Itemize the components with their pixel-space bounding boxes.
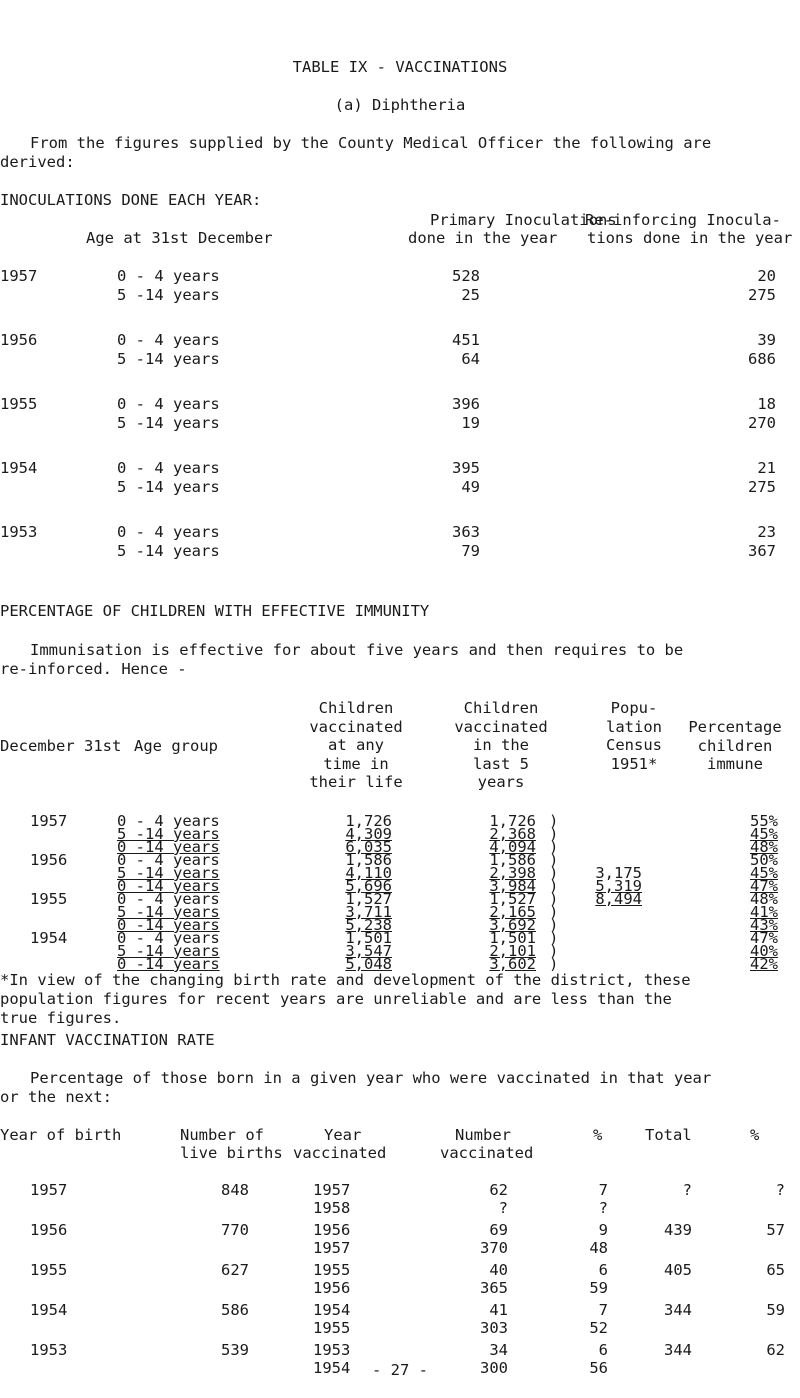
number-vaccinated: 69 — [489, 1221, 508, 1239]
age-group: 0 - 4 years — [117, 395, 220, 413]
header-h-c1: at any — [328, 736, 384, 754]
header-h-c3: Census — [606, 736, 662, 754]
age-group: 5 -14 years — [117, 864, 220, 882]
percent-immune: 55% — [750, 812, 778, 830]
percent-immune: 45% — [750, 825, 778, 843]
number-vaccinated: 62 — [489, 1181, 508, 1199]
percent-immune: 47% — [750, 877, 778, 895]
page-number: - 27 - — [372, 1361, 428, 1379]
census-population: 8,494 — [595, 890, 642, 908]
age-group: 5 -14 years — [117, 286, 220, 304]
number-vaccinated: 303 — [480, 1319, 508, 1337]
age-group: 0 - 4 years — [117, 459, 220, 477]
vaccinated-any-time: 3,547 — [345, 942, 392, 960]
col-reinforcing-header-1: Re-inforcing Inocula- — [585, 211, 781, 229]
vaccinated-last-5: 2,101 — [489, 942, 536, 960]
header-h-c3: 1951* — [610, 754, 658, 773]
age-group: 0 -14 years — [117, 877, 220, 895]
vaccinated-last-5: 1,501 — [489, 929, 536, 947]
reinforcing-count: 270 — [748, 414, 776, 432]
row-year: 1957 — [30, 812, 68, 830]
col-year-vaccinated-2: vaccinated — [293, 1144, 387, 1162]
col-number-vaccinated-2: vaccinated — [440, 1144, 534, 1162]
percent-immune: 47% — [750, 929, 778, 947]
percent-vaccinated: 48 — [589, 1239, 608, 1257]
age-group: 5 -14 years — [117, 942, 220, 960]
vaccinated-last-5: 3,692 — [489, 916, 536, 934]
section-3-heading: INFANT VACCINATION RATE — [0, 1031, 215, 1049]
row-year: 1954 — [0, 459, 38, 477]
total-vaccinated: 344 — [664, 1301, 692, 1319]
age-group: 0 - 4 years — [117, 267, 220, 285]
table-title: TABLE IX - VACCINATIONS — [292, 58, 508, 76]
row-year: 1956 — [30, 851, 68, 869]
vaccinated-last-5: 2,165 — [489, 903, 536, 921]
row-year: 1955 — [30, 890, 68, 908]
birth-year: 1954 — [30, 1301, 68, 1319]
primary-count: 363 — [452, 523, 480, 541]
vaccinated-any-time: 1,726 — [345, 812, 392, 830]
header-h-c1: time in — [323, 754, 389, 773]
birth-year: 1957 — [30, 1181, 68, 1199]
col-percent: % — [593, 1126, 603, 1144]
age-group: 0 - 4 years — [117, 812, 220, 830]
col-year-vaccinated-1: Year — [324, 1126, 362, 1144]
year-vaccinated: 1953 — [313, 1341, 351, 1359]
col-percent-total: % — [750, 1126, 760, 1144]
number-vaccinated: 41 — [489, 1301, 508, 1319]
vaccinated-any-time: 5,238 — [345, 916, 392, 934]
age-group: 5 -14 years — [117, 903, 220, 921]
row-year: 1957 — [0, 267, 38, 285]
bracket: ) — [549, 903, 559, 921]
percent-vaccinated: 59 — [589, 1279, 608, 1297]
total-percent: 57 — [766, 1221, 785, 1239]
primary-count: 395 — [452, 459, 480, 477]
primary-count: 79 — [461, 542, 480, 560]
header-h-c2: Children — [463, 699, 539, 717]
vaccinated-last-5: 1,726 — [489, 812, 536, 830]
col-total: Total — [645, 1126, 692, 1144]
bracket: ) — [549, 825, 559, 843]
bracket: ) — [549, 838, 559, 856]
percent-vaccinated: 7 — [598, 1181, 608, 1199]
live-births: 586 — [221, 1301, 249, 1319]
footnote-line-2: population figures for recent years are unreliable and are less than the — [0, 990, 672, 1008]
bracket: ) — [549, 890, 559, 908]
age-group: 0 - 4 years — [117, 523, 220, 541]
col-reinforcing-header-2: tions done in the year — [587, 229, 793, 247]
age-group: 5 -14 years — [117, 478, 220, 496]
section-2-para-2: re-inforced. Hence - — [0, 660, 187, 678]
section-3-para-1: Percentage of those born in a given year who were vaccinated in that year — [30, 1069, 712, 1087]
percent-vaccinated: 7 — [598, 1301, 608, 1319]
bracket: ) — [549, 955, 559, 973]
total-percent: 62 — [766, 1341, 785, 1359]
col-live-births-2: live births — [180, 1144, 283, 1162]
percent-immune: 43% — [750, 916, 778, 934]
primary-count: 19 — [461, 414, 480, 432]
bracket: ) — [549, 942, 559, 960]
total-vaccinated: 344 — [664, 1341, 692, 1359]
age-group: 0 - 4 years — [117, 851, 220, 869]
reinforcing-count: 20 — [757, 267, 776, 285]
footnote-line-1: *In view of the changing birth rate and development of the district, these — [0, 971, 691, 989]
header-h-c3: lation — [606, 717, 662, 736]
vaccinated-last-5: 2,368 — [489, 825, 536, 843]
birth-year: 1953 — [30, 1341, 68, 1359]
header-h-c2: vaccinated — [454, 717, 548, 736]
year-vaccinated: 1956 — [313, 1279, 351, 1297]
age-group: 0 - 4 years — [117, 331, 220, 349]
total-percent: ? — [775, 1181, 785, 1199]
header-h-c4: Percentage — [688, 718, 782, 736]
percent-vaccinated: ? — [598, 1199, 608, 1217]
percent-vaccinated: 6 — [598, 1261, 608, 1279]
number-vaccinated: ? — [498, 1199, 508, 1217]
reinforcing-count: 367 — [748, 542, 776, 560]
col-primary-header-1: Primary Inoculations — [430, 211, 617, 229]
percent-immune: 48% — [750, 890, 778, 908]
percent-immune: 41% — [750, 903, 778, 921]
birth-year: 1956 — [30, 1221, 68, 1239]
section-1-heading: INOCULATIONS DONE EACH YEAR: — [0, 191, 262, 209]
year-vaccinated: 1957 — [313, 1181, 351, 1199]
year-vaccinated: 1958 — [313, 1199, 351, 1217]
year-vaccinated: 1957 — [313, 1239, 351, 1257]
primary-count: 25 — [461, 286, 480, 304]
vaccinated-last-5: 1,586 — [489, 851, 536, 869]
header-h-c1: their life — [309, 773, 403, 791]
number-vaccinated: 40 — [489, 1261, 508, 1279]
header-h-c1: Children — [318, 699, 394, 717]
col-year-of-birth: Year of birth — [0, 1126, 122, 1144]
vaccinated-any-time: 5,696 — [345, 877, 392, 895]
reinforcing-count: 18 — [757, 395, 776, 413]
section-3-para-2: or the next: — [0, 1088, 112, 1106]
reinforcing-count: 275 — [748, 286, 776, 304]
header-h-c2: in the — [473, 736, 529, 754]
reinforcing-count: 686 — [748, 350, 776, 368]
row-year: 1955 — [0, 395, 38, 413]
year-vaccinated: 1956 — [313, 1221, 351, 1239]
bracket: ) — [549, 929, 559, 947]
number-vaccinated: 365 — [480, 1279, 508, 1297]
age-group: 0 - 4 years — [117, 890, 220, 908]
header-december-31st: December 31st — [0, 737, 122, 755]
reinforcing-count: 275 — [748, 478, 776, 496]
percent-immune: 45% — [750, 864, 778, 882]
vaccinated-any-time: 1,501 — [345, 929, 392, 947]
age-group: 5 -14 years — [117, 542, 220, 560]
primary-count: 64 — [461, 350, 480, 368]
primary-count: 451 — [452, 331, 480, 349]
col-number-vaccinated-1: Number — [455, 1126, 511, 1144]
total-percent: 59 — [766, 1301, 785, 1319]
total-vaccinated: 405 — [664, 1261, 692, 1279]
vaccinated-any-time: 5,048 — [345, 955, 392, 973]
reinforcing-count: 23 — [757, 523, 776, 541]
year-vaccinated: 1955 — [313, 1261, 351, 1279]
row-year: 1956 — [0, 331, 38, 349]
primary-count: 396 — [452, 395, 480, 413]
header-age-group: Age group — [134, 737, 218, 755]
birth-year: 1955 — [30, 1261, 68, 1279]
live-births: 627 — [221, 1261, 249, 1279]
percent-vaccinated: 9 — [598, 1221, 608, 1239]
total-vaccinated: ? — [682, 1181, 692, 1199]
vaccinated-any-time: 1,586 — [345, 851, 392, 869]
percent-immune: 42% — [750, 955, 778, 973]
census-population: 5,319 — [595, 877, 642, 895]
age-group: 0 -14 years — [117, 916, 220, 934]
percent-vaccinated: 6 — [598, 1341, 608, 1359]
section-2-para-1: Immunisation is effective for about five years and then requires to be — [30, 641, 684, 659]
primary-count: 49 — [461, 478, 480, 496]
year-vaccinated: 1954 — [313, 1301, 351, 1319]
percent-vaccinated: 52 — [589, 1319, 608, 1337]
bracket: ) — [549, 916, 559, 934]
section-2-heading: PERCENTAGE OF CHILDREN WITH EFFECTIVE IMMUNITY — [0, 602, 430, 620]
vaccinated-last-5: 3,984 — [489, 877, 536, 895]
reinforcing-count: 39 — [757, 331, 776, 349]
header-h-c3: Popu- — [610, 699, 658, 717]
number-vaccinated: 34 — [489, 1341, 508, 1359]
header-h-c2: last 5 — [473, 754, 529, 773]
vaccinated-any-time: 1,527 — [345, 890, 392, 908]
vaccinated-last-5: 4,094 — [489, 838, 536, 856]
primary-count: 528 — [452, 267, 480, 285]
age-group: 5 -14 years — [117, 414, 220, 432]
percent-immune: 48% — [750, 838, 778, 856]
col-primary-header-2: done in the year — [408, 229, 558, 247]
row-year: 1953 — [0, 523, 38, 541]
percent-vaccinated: 56 — [589, 1359, 608, 1377]
intro-line-1: From the figures supplied by the County Medical Officer the following are — [30, 134, 712, 152]
live-births: 770 — [221, 1221, 249, 1239]
census-population: 3,175 — [595, 864, 642, 882]
number-vaccinated: 300 — [480, 1359, 508, 1377]
bracket: ) — [549, 864, 559, 882]
bracket: ) — [549, 851, 559, 869]
vaccinated-any-time: 4,309 — [345, 825, 392, 843]
age-group: 0 -14 years — [117, 955, 220, 973]
vaccinated-last-5: 3,602 — [489, 955, 536, 973]
intro-line-2: derived: — [0, 153, 75, 171]
vaccinated-last-5: 1,527 — [489, 890, 536, 908]
reinforcing-count: 21 — [757, 459, 776, 477]
bracket: ) — [549, 812, 559, 830]
col-live-births-1: Number of — [180, 1126, 264, 1144]
age-group: 5 -14 years — [117, 825, 220, 843]
year-vaccinated: 1954 — [313, 1359, 351, 1377]
vaccinated-any-time: 4,110 — [345, 864, 392, 882]
live-births: 539 — [221, 1341, 249, 1359]
total-percent: 65 — [766, 1261, 785, 1279]
footnote-line-3: true figures. — [0, 1009, 122, 1027]
header-h-c4: children — [697, 736, 773, 755]
vaccinated-any-time: 3,711 — [345, 903, 392, 921]
vaccinated-any-time: 6,035 — [345, 838, 392, 856]
number-vaccinated: 370 — [480, 1239, 508, 1257]
percent-immune: 50% — [750, 851, 778, 869]
bracket: ) — [549, 877, 559, 895]
year-vaccinated: 1955 — [313, 1319, 351, 1337]
header-h-c1: vaccinated — [309, 717, 403, 736]
row-year: 1954 — [30, 929, 68, 947]
header-h-c2: years — [477, 773, 525, 791]
vaccinated-last-5: 2,398 — [489, 864, 536, 882]
age-group: 0 -14 years — [117, 838, 220, 856]
header-h-c4: immune — [707, 755, 763, 773]
total-vaccinated: 439 — [664, 1221, 692, 1239]
live-births: 848 — [221, 1181, 249, 1199]
age-group: 0 - 4 years — [117, 929, 220, 947]
percent-immune: 40% — [750, 942, 778, 960]
subtitle: (a) Diphtheria — [334, 96, 466, 114]
age-group: 5 -14 years — [117, 350, 220, 368]
col-age-header: Age at 31st December — [86, 229, 273, 247]
